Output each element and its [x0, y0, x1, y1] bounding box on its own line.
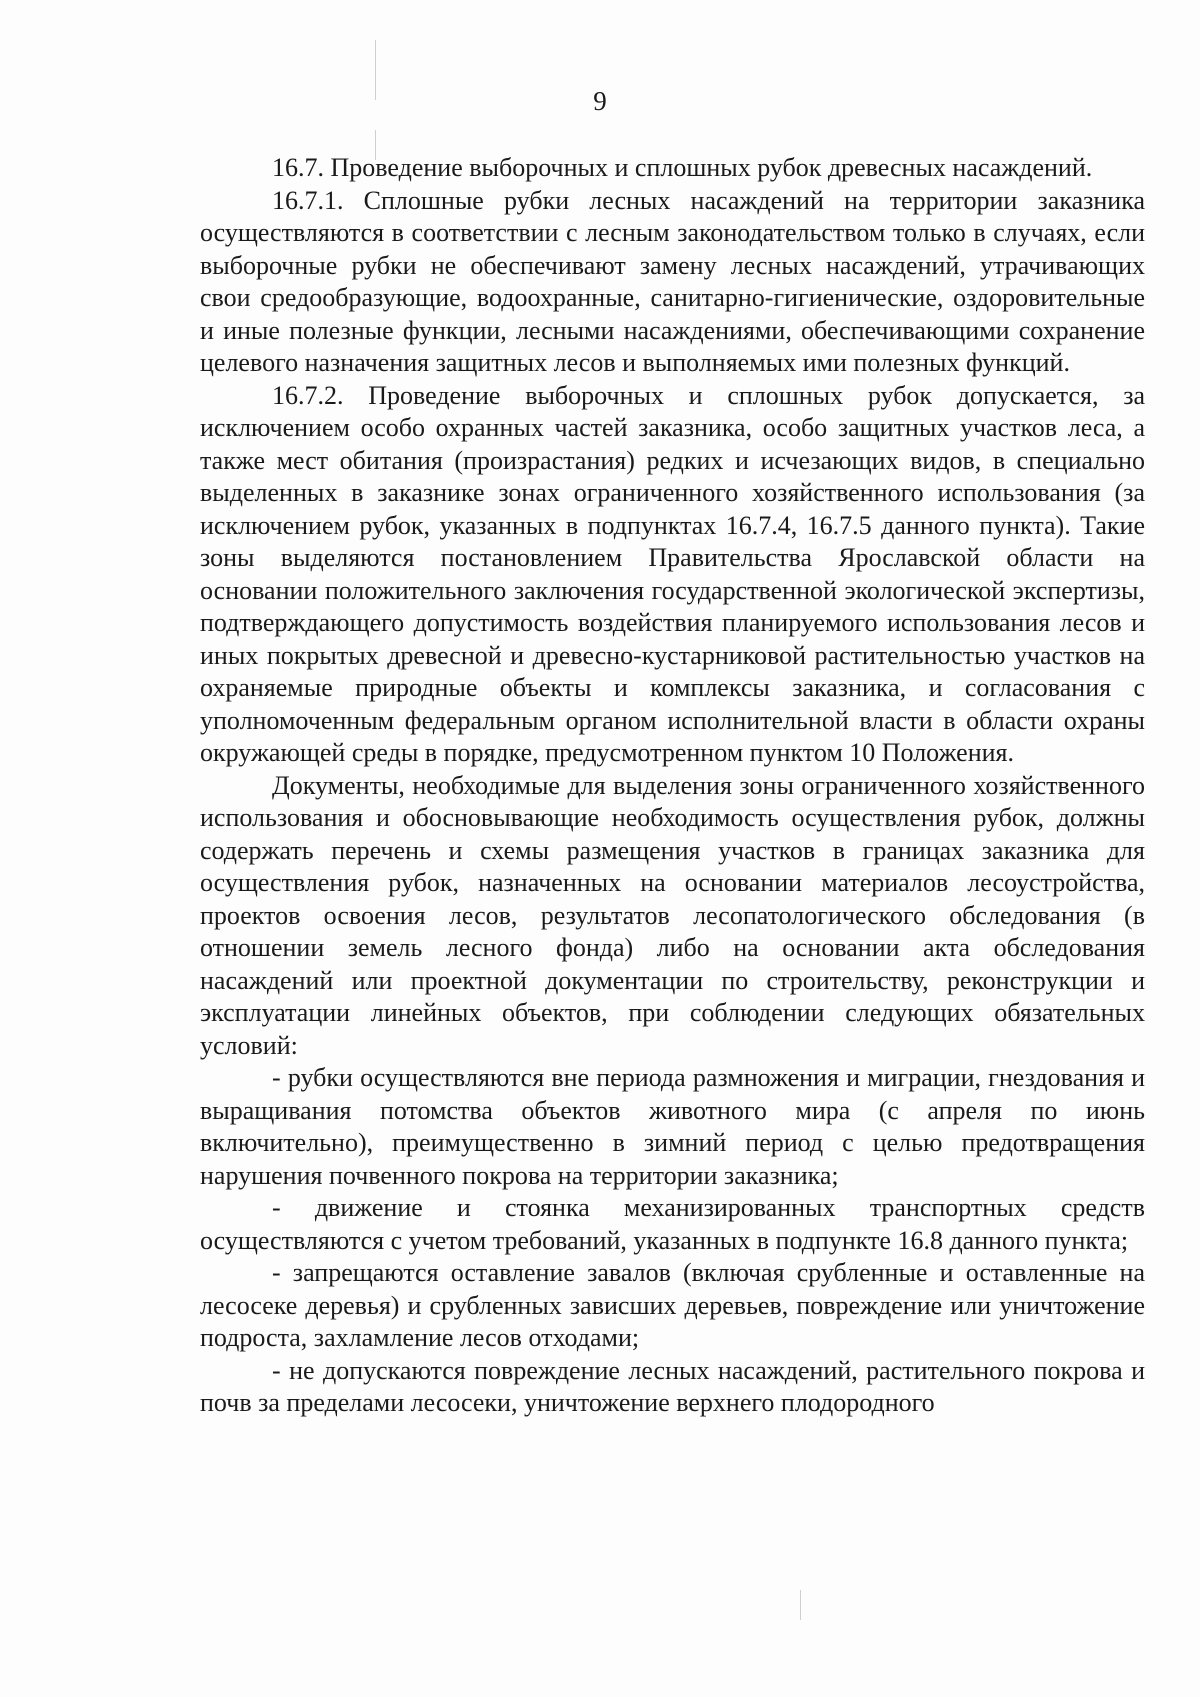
paragraph: Документы, необходимые для выделения зоны ограниченного хозяйственного использования и обосновывающие необходимость осуществления рубок, должны содержать перечень и схемы размещения участков в границах заказника для осуществления рубок, назначенных на основании материалов лесоустройства, проектов освоения лесов, результатов лесопатологического обследования (в отношении земель лесного фонда) либо на основании акта обследования насаждений или проектной документации по строительству, реконструкции и эксплуатации линейных объектов, при соблюдении следующих обязательных условий: [200, 770, 1145, 1060]
scan-artifact [800, 1590, 801, 1620]
list-item: - не допускаются повреждение лесных насаждений, растительного покрова и почв за пределами лесосеки, уничтожение верхнего плодородного [200, 1355, 1145, 1417]
paragraph: 16.7. Проведение выборочных и сплошных рубок древесных насаждений. [272, 153, 1093, 182]
paragraph: 16.7.1. Сплошные рубки лесных насаждений на территории заказника осуществляются в соответствии с лесным законодательством только в случаях, если выборочные рубки не обеспечивают замену лесных насаждений, утрачивающих свои средообразующие, водоохранные, санитарно-гигиенические, оздоровительные и иные полезные функции, лесными насаждениями, обеспечивающими сохранение целевого назначения защитных лесов и выполняемых ими полезных функций. [200, 185, 1145, 377]
page-number: 9 [593, 86, 607, 116]
list-item: - запрещаются оставление завалов (включая срубленные и оставленные на лесосеке деревья) и срубленных зависших деревьев, повреждение или уничтожение подроста, захламление лесов отходами; [200, 1258, 1145, 1352]
list-item: - рубки осуществляются вне периода размножения и миграции, гнездования и выращивания потомства объектов животного мира (с апреля по июнь включительно), преимущественно в зимний период с целью предотвращения нарушения почвенного покрова на территории заказника; [200, 1063, 1145, 1190]
list-item: - движение и стоянка механизированных транспортных средств осуществляются с учетом требований, указанных в подпункте 16.8 данного пункта; [200, 1193, 1145, 1255]
paragraph: 16.7.2. Проведение выборочных и сплошных рубок допускается, за исключением особо охранных частей заказника, особо защитных участков леса, а также мест обитания (произрастания) редких и исчезающих видов, в специально выделенных в заказнике зонах ограниченного хозяйственного использования (за исключением рубок, указанных в подпунктах 16.7.4, 16.7.5 данного пункта). Такие зоны выделяются постановлением Правительства Ярославской области на основании положительного заключения государственной экологической экспертизы, подтверждающего допустимость воздействия планируемого использования лесов и иных покрытых древесной и древесно-кустарниковой растительностью участков на охраняемые природные объекты и комплексы заказника, и согласования с уполномоченным федеральным органом исполнительной власти в области охраны окружающей среды в порядке, предусмотренном пунктом 10 Положения. [200, 380, 1145, 767]
document-body [200, 152, 1145, 1420]
